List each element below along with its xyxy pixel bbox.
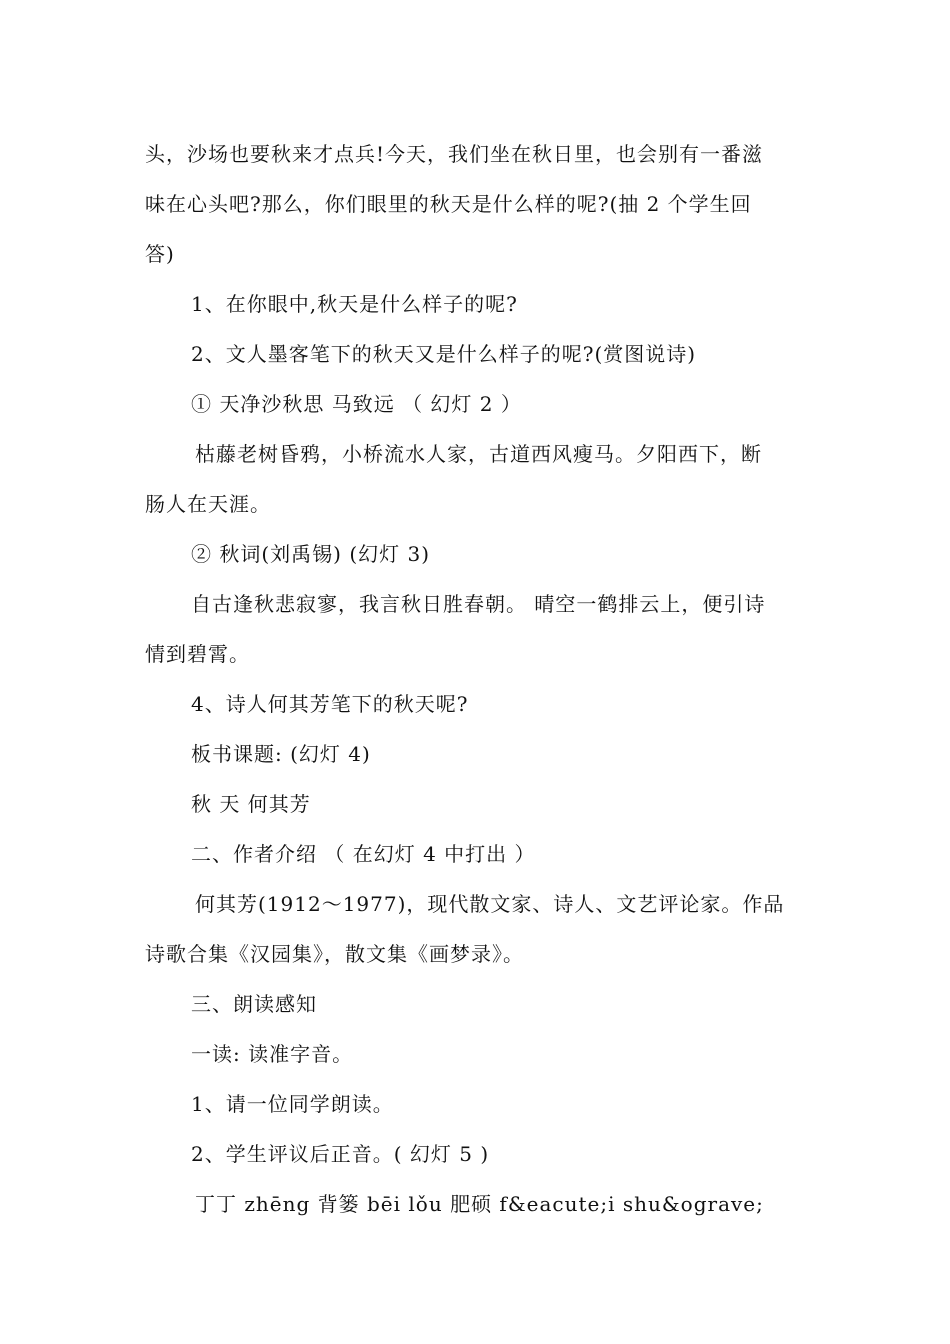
poem-2-title: ② 秋词(刘禹锡) (幻灯 3) [191, 542, 431, 566]
reading-item-2: 2、学生评议后正音。( 幻灯 5 ) [191, 1142, 490, 1166]
author-bio-line-2: 诗歌合集《汉园集》，散文集《画梦录》。 [145, 942, 524, 966]
section-reading-heading: 三、朗读感知 [191, 992, 317, 1016]
author-bio-line-1: 何其芳(1912～1977)，现代散文家、诗人、文艺评论家。作品 [195, 892, 785, 916]
document-body [145, 129, 810, 1229]
lesson-title: 秋 天 何其芳 [191, 792, 311, 816]
reading-item-1: 1、请一位同学朗读。 [191, 1092, 394, 1116]
poem-1-title: ① 天净沙秋思 马致远 （ 幻灯 2 ） [191, 392, 522, 416]
poem-2-text-line-1: 自古逢秋悲寂寥，我言秋日胜春朝。 晴空一鹤排云上，便引诗 [191, 592, 766, 616]
poem-1-text-line-2: 肠人在天涯。 [145, 492, 271, 516]
board-title-label: 板书课题: (幻灯 4) [191, 742, 371, 766]
paragraph-line-2: 味在心头吧?那么，你们眼里的秋天是什么样的呢?(抽 2 个学生回 [145, 192, 752, 216]
reading-step-1: 一读: 读准字音。 [191, 1042, 354, 1066]
question-2: 2、文人墨客笔下的秋天又是什么样子的呢?(赏图说诗) [191, 342, 697, 366]
section-author-heading: 二、作者介绍 （ 在幻灯 4 中打出 ） [191, 842, 536, 866]
poem-1-text-line-1: 枯藤老树昏鸦，小桥流水人家，古道西风瘦马。夕阳西下，断 [195, 442, 762, 466]
paragraph-line-3: 答) [145, 242, 175, 266]
paragraph-line-1: 头，沙场也要秋来才点兵!今天，我们坐在秋日里，也会别有一番滋 [145, 142, 764, 166]
pronunciation-line: 丁丁 zhēng 背篓 bēi lǒu 肥硕 f&eacute;i shu&ograve; [195, 1192, 764, 1216]
poem-2-text-line-2: 情到碧霄。 [145, 642, 250, 666]
question-4: 4、诗人何其芳笔下的秋天呢? [191, 692, 469, 716]
question-1: 1、在你眼中,秋天是什么样子的呢? [191, 292, 518, 316]
